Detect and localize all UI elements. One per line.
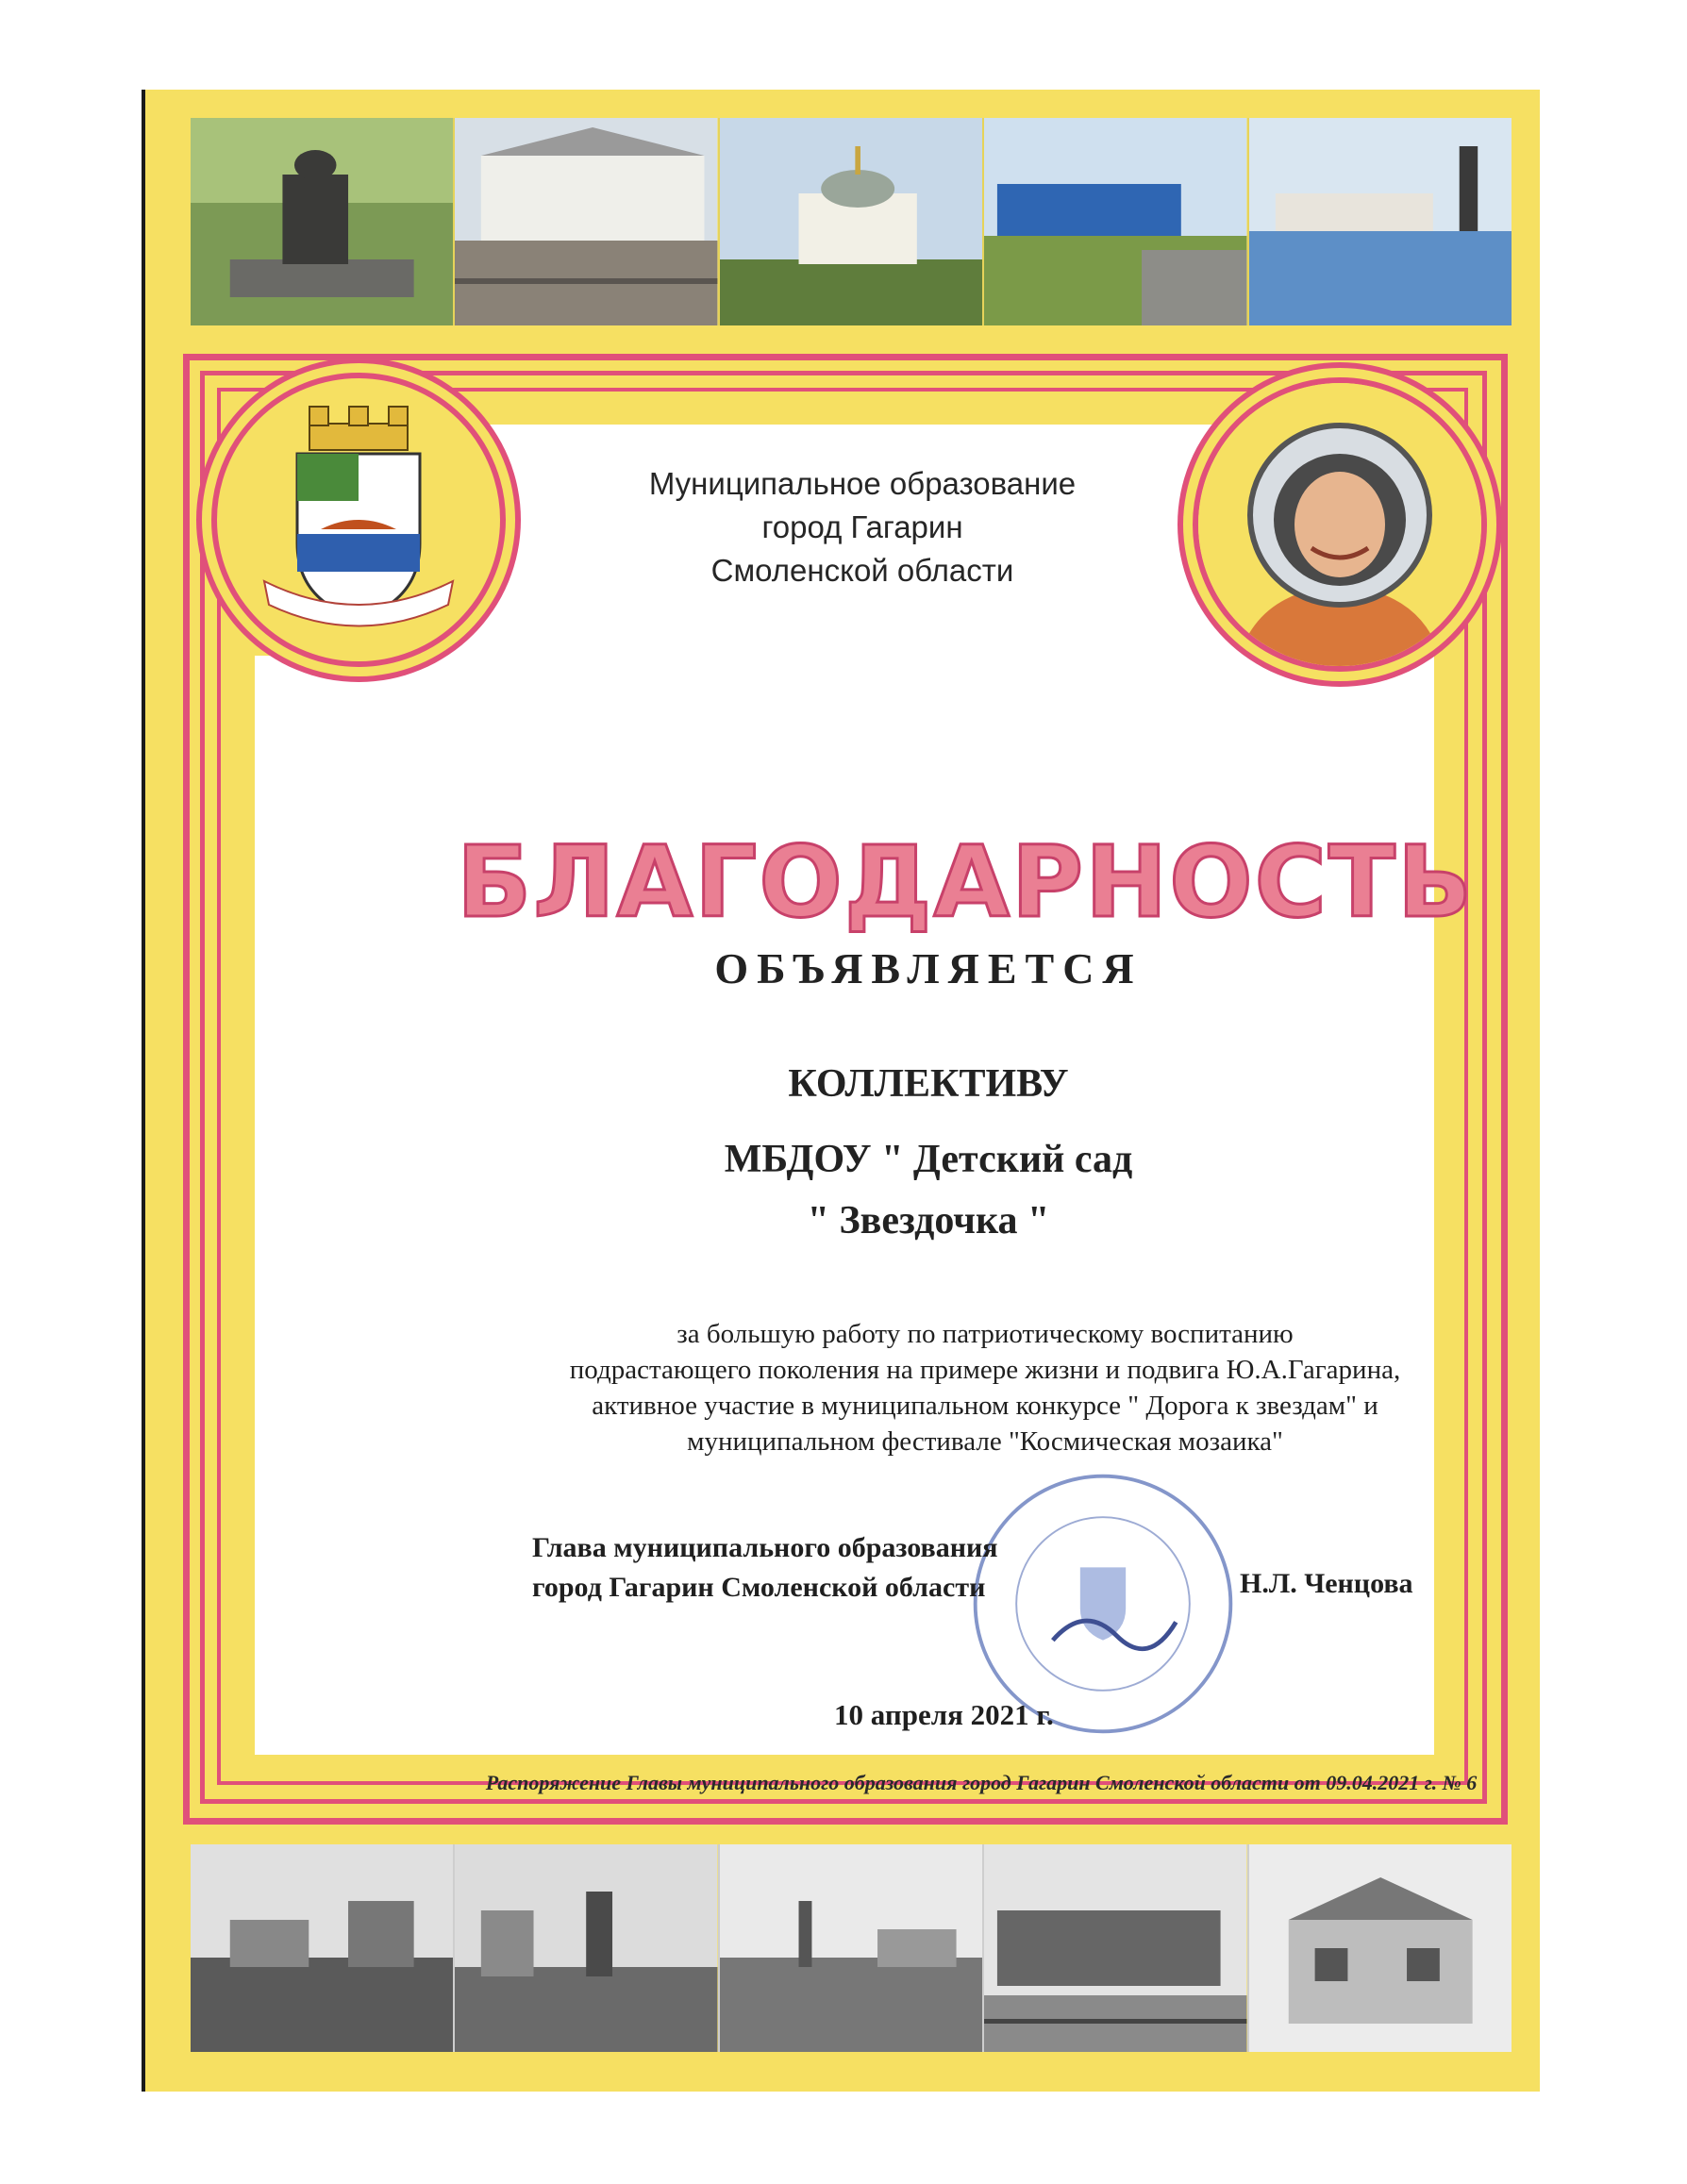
reason-line: активное участие в муниципальном конкурсе " Дорога к звездам" и	[592, 1391, 1378, 1421]
reason-line: подрастающего поколения на примере жизни и подвига Ю.А.Гагарина,	[569, 1355, 1401, 1385]
reason-line: за большую работу по патриотическому воспитанию	[676, 1319, 1294, 1349]
reason-text	[485, 1316, 1485, 1459]
top-photo-strip	[191, 118, 1512, 325]
signer-position	[532, 1528, 998, 1608]
certificate-sheet	[142, 90, 1540, 2092]
certificate-subtitle: ОБЪЯВЛЯЕТСЯ	[714, 944, 1143, 992]
old-town-photo	[191, 1844, 455, 2052]
monument-photo	[191, 118, 455, 325]
certificate-title: БЛАГОДАРНОСТЬ	[457, 825, 1475, 940]
stadium-photo	[984, 118, 1248, 325]
signer-position-line: город Гагарин Смоленской области	[532, 1572, 986, 1603]
signer-name: Н.Л. Ченцова	[1240, 1568, 1413, 1599]
old-house-photo	[1249, 1844, 1512, 2052]
church-photo	[720, 118, 984, 325]
cosmonaut-portrait	[1198, 383, 1481, 666]
reason-line: муниципальном фестивале "Космическая мозаика"	[687, 1426, 1283, 1457]
railway-station-photo	[455, 118, 719, 325]
recipient-line: КОЛЛЕКТИВУ	[788, 1062, 1069, 1106]
order-reference: Распоряжение Главы муниципального образования город Гагарин Смоленской области от 09.04.2021 г. № 6	[485, 1771, 1478, 1794]
portrait-medallion	[1193, 377, 1487, 672]
issuer-block	[570, 462, 1155, 592]
old-station-photo	[984, 1844, 1248, 2052]
issue-date: 10 апреля 2021 г.	[834, 1698, 1054, 1731]
coat-of-arms-emblem	[217, 378, 500, 661]
old-river-photo	[455, 1844, 719, 2052]
signer-position-line: Глава муниципального образования	[532, 1532, 998, 1563]
issuer-line: Смоленской области	[710, 553, 1014, 588]
square-photo	[1249, 118, 1512, 325]
old-panorama-photo	[720, 1844, 984, 2052]
issuer-line: Муниципальное образование	[648, 466, 1077, 501]
recipient-line: МБДОУ " Детский сад	[724, 1138, 1133, 1181]
coat-of-arms-medallion	[211, 373, 506, 667]
recipient-line: " Звездочка "	[807, 1199, 1050, 1242]
bottom-photo-strip	[191, 1844, 1512, 2052]
issuer-line: город Гагарин	[761, 509, 963, 544]
